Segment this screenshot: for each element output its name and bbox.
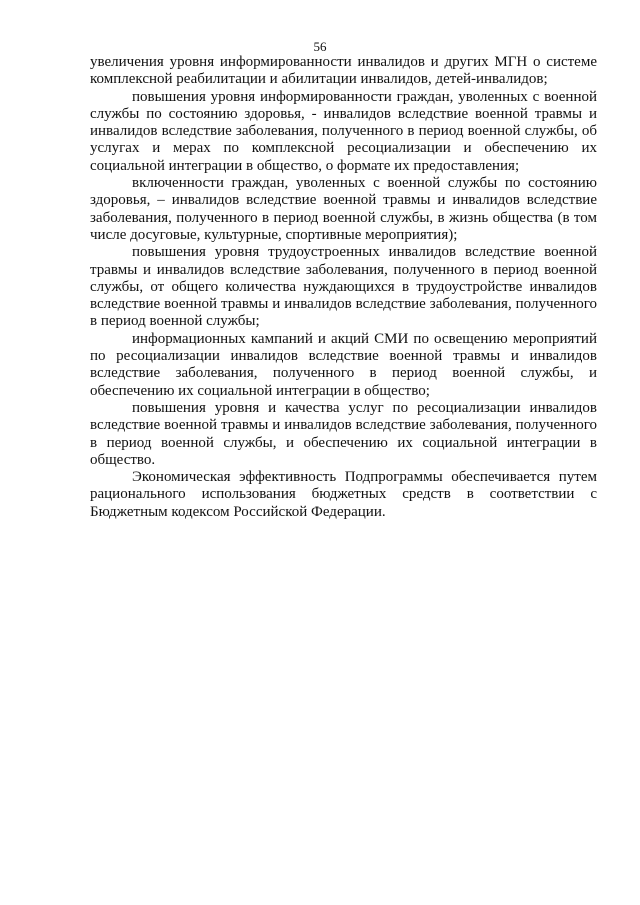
- paragraph-informedness-mgn: увеличения уровня информированности инвалидов и других МГН о системе комплексной реабилитации и абилитации инвалидов, детей-инвалидов;: [90, 54, 597, 88]
- paragraph-informedness-citizens: повышения уровня информированности граждан, уволенных с военной службы по состоянию здоровья, - инвалидов вследствие военной травмы и инвалидов вследствие заболевания, полученного в период военной службы, об услугах и мерах по комплексной ресоциализации и обеспечению их социальной интеграции в общество, о формате их предоставления;: [90, 88, 597, 174]
- page-number: 56: [313, 39, 327, 54]
- paragraph-economic-efficiency: Экономическая эффективность Подпрограммы обеспечивается путем рационального использования бюджетных средств в соответствии с Бюджетным кодексом Российской Федерации.: [90, 469, 597, 520]
- paragraph-employment: повышения уровня трудоустроенных инвалидов вследствие военной травмы и инвалидов вследствие заболевания, полученного в период военной службы, от общего количества нуждающихся в трудоустройстве инвалидов вследствие военной травмы и инвалидов вследствие заболевания, полученного в период военной службы;: [90, 244, 597, 330]
- paragraph-inclusion: включенности граждан, уволенных с военной службы по состоянию здоровья, – инвалидов вследствие военной травмы и инвалидов вследствие заболевания, полученного в период военной службы, в жизнь общества (в том числе досуговые, культурные, спортивные мероприятия);: [90, 175, 597, 243]
- paragraph-media-campaigns: информационных кампаний и акций СМИ по освещению мероприятий по ресоциализации инвалидов вследствие военной травмы и инвалидов вследствие заболевания, полученного в период военной службы, и обеспечению их социальной интеграции в общество;: [90, 330, 597, 399]
- paragraph-service-quality: повышения уровня и качества услуг по ресоциализации инвалидов вследствие военной травмы и инвалидов вследствие заболевания, полученного в период военной службы, и обеспечению их социальной интеграции в общество.: [90, 399, 597, 468]
- document-body: [90, 54, 597, 521]
